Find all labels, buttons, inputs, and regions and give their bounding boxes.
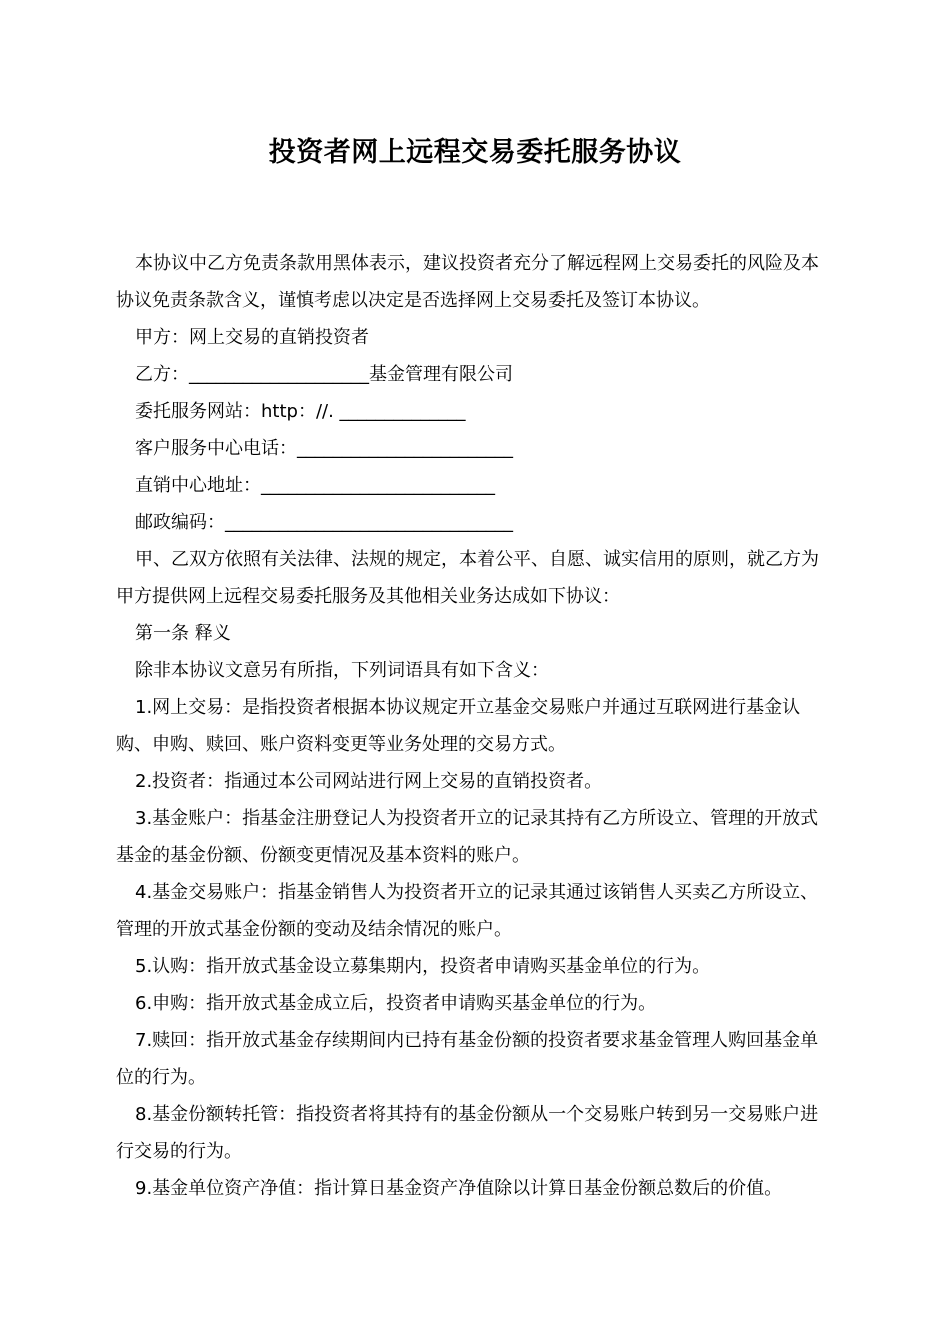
paragraph-center-address: 直销中心地址：__________________________ — [135, 475, 495, 496]
paragraph-agreement-basis: 甲、乙双方依照有关法律、法规的规定，本着公平、自愿、诚实信用的原则，就乙方为甲方提供网上远程交易委托服务及其他相关业务达成如下协议： — [116, 549, 819, 607]
definition-item-5: 5.认购：指开放式基金设立募集期内，投资者申请购买基金单位的行为。 — [135, 956, 711, 977]
definition-item-9: 9.基金单位资产净值：指计算日基金资产净值除以计算日基金份额总数后的价值。 — [135, 1178, 783, 1199]
paragraph-party-b: 乙方：____________________基金管理有限公司 — [135, 364, 513, 385]
paragraph-postal-code: 邮政编码：________________________________ — [135, 512, 513, 533]
document-title: 投资者网上远程交易委托服务协议 — [268, 137, 682, 168]
definition-item-3: 3.基金账户：指基金注册登记人为投资者开立的记录其持有乙方所设立、管理的开放式基金的基金份额、份额变更情况及基本资料的账户。 — [116, 808, 819, 866]
definition-item-2: 2.投资者：指通过本公司网站进行网上交易的直销投资者。 — [135, 771, 603, 792]
definition-item-1: 1.网上交易：是指投资者根据本协议规定开立基金交易账户并通过互联网进行基金认购、申购、赎回、账户资料变更等业务处理的交易方式。 — [116, 697, 801, 755]
paragraph-service-phone: 客户服务中心电话：________________________ — [135, 438, 513, 459]
paragraph-disclaimer-intro: 本协议中乙方免责条款用黑体表示，建议投资者充分了解远程网上交易委托的风险及本协议免责条款含义，谨慎考虑以决定是否选择网上交易委托及签订本协议。 — [116, 253, 819, 311]
definition-item-6: 6.申购：指开放式基金成立后，投资者申请购买基金单位的行为。 — [135, 993, 657, 1014]
paragraph-definitions-intro: 除非本协议文意另有所指，下列词语具有如下含义： — [135, 660, 549, 681]
definition-item-7: 7.赎回：指开放式基金存续期间内已持有基金份额的投资者要求基金管理人购回基金单位的行为。 — [116, 1030, 819, 1088]
paragraph-party-a: 甲方：网上交易的直销投资者 — [135, 327, 369, 348]
definition-item-8: 8.基金份额转托管：指投资者将其持有的基金份额从一个交易账户转到另一交易账户进行交易的行为。 — [116, 1104, 819, 1162]
definition-item-4: 4.基金交易账户：指基金销售人为投资者开立的记录其通过该销售人买卖乙方所设立、管理的开放式基金份额的变动及结余情况的账户。 — [116, 882, 819, 940]
section-heading-article-1: 第一条 释义 — [135, 623, 231, 644]
document-body — [116, 245, 836, 1207]
paragraph-service-website: 委托服务网站：http：//. ______________ — [135, 401, 466, 422]
